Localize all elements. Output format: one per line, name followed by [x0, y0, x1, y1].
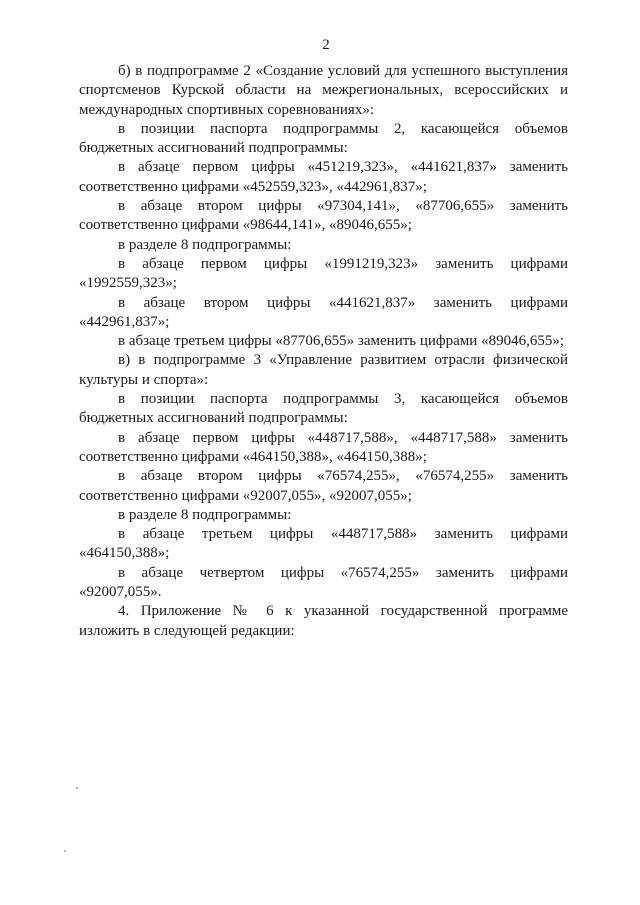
text-line: культуры и спорта»:	[79, 371, 209, 388]
paragraph-subprogram-3-passport	[79, 390, 568, 429]
text-line: «442961,837»;	[79, 313, 170, 330]
text-line: соответственно цифрами «92007,055», «92007,055»;	[79, 487, 412, 504]
paragraph-subprogram-2-passport-abzac-1	[79, 158, 568, 197]
paragraph-subprogram-2-passport	[79, 120, 568, 159]
paragraph-subprogram-3-header	[79, 351, 568, 390]
text-line: «464150,388»;	[79, 545, 170, 562]
scan-speck	[64, 850, 66, 852]
text-line: соответственно цифрами «98644,141», «89046,655»;	[79, 217, 412, 234]
text-line: соответственно цифрами «452559,323», «442961,837»;	[79, 178, 427, 195]
text-line: в абзаце первом цифры «448717,588», «448717,588» заменить	[118, 429, 568, 446]
text-line: в абзаце третьем цифры «448717,588» заменить цифрами	[118, 526, 568, 543]
text-line: в абзаце четвертом цифры «76574,255» заменить цифрами	[118, 564, 568, 581]
text-line: в абзаце втором цифры «76574,255», «76574,255» заменить	[118, 468, 568, 485]
text-line: в) в подпрограмме 3 «Управление развитием отрасли физической	[118, 352, 568, 369]
paragraph-subprogram-3-passport-abzac-2	[79, 467, 568, 506]
text-line: в позиции паспорта подпрограммы 2, касающейся объемов	[118, 120, 568, 137]
paragraph-subprogram-3-section-8	[79, 506, 568, 525]
paragraph-subprogram-2-header	[79, 62, 568, 120]
text-line: б) в подпрограмме 2 «Создание условий для успешного выступления	[118, 63, 568, 79]
text-line: спортсменов Курской области на межрегиональных, всероссийских и	[79, 82, 568, 99]
text-line: в разделе 8 подпрограммы:	[118, 506, 292, 523]
text-line: международных спортивных соревнованиях»:	[79, 101, 374, 118]
page-number: 2	[322, 37, 330, 53]
text-line: бюджетных ассигнований подпрограммы:	[79, 140, 348, 157]
paragraph-subprogram-2-passport-abzac-2	[79, 197, 568, 236]
paragraph-subprogram-2-section-8	[79, 236, 568, 255]
text-line: в абзаце третьем цифры «87706,655» заменить цифрами «89046,655»;	[118, 333, 564, 350]
paragraph-subprogram-3-section-8-abzac-4	[79, 564, 568, 603]
text-line: бюджетных ассигнований подпрограммы:	[79, 410, 348, 427]
paragraph-subprogram-2-section-8-abzac-1	[79, 255, 568, 294]
paragraph-subprogram-2-section-8-abzac-2	[79, 294, 568, 333]
text-line: соответственно цифрами «464150,388», «464150,388»;	[79, 448, 427, 465]
text-line: изложить в следующей редакции:	[79, 622, 295, 639]
text-line: «92007,055».	[79, 584, 162, 601]
paragraph-item-4-appendix-6	[79, 602, 568, 641]
text-line: в абзаце втором цифры «441621,837» заменить цифрами	[118, 294, 568, 311]
paragraph-subprogram-3-passport-abzac-1	[79, 429, 568, 468]
text-line: в абзаце первом цифры «451219,323», «441621,837» заменить	[118, 159, 568, 176]
text-line: в абзаце втором цифры «97304,141», «87706,655» заменить	[118, 198, 568, 215]
paragraph-subprogram-2-section-8-abzac-3	[79, 332, 568, 351]
text-line: в позиции паспорта подпрограммы 3, касающейся объемов	[118, 391, 568, 408]
document-body	[79, 62, 568, 641]
text-line: 4. Приложение № 6 к указанной государственной программе	[118, 603, 568, 620]
text-line: в абзаце первом цифры «1991219,323» заменить цифрами	[118, 255, 568, 272]
text-line: в разделе 8 подпрограммы:	[118, 236, 292, 253]
paragraph-subprogram-3-section-8-abzac-3	[79, 525, 568, 564]
scan-speck	[76, 787, 78, 789]
text-line: «1992559,323»;	[79, 275, 177, 292]
